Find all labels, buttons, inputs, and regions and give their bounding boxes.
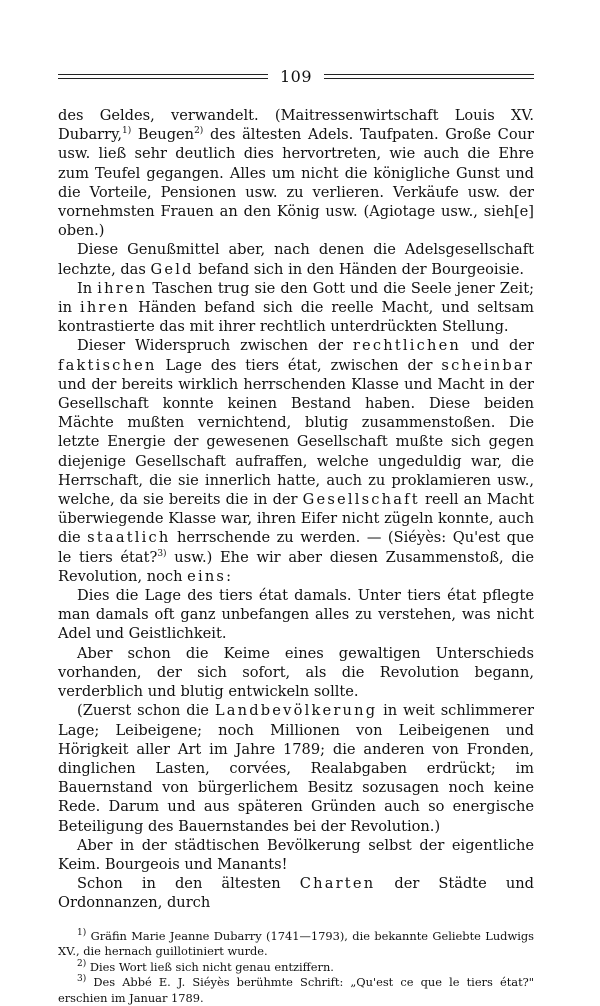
header-rule-left (58, 74, 268, 79)
text-run: der Städte und Ordonnanzen, durch (58, 875, 535, 912)
text-run: Des Abbé E. J. Siéyès berühmte Schrift: „Qu'est ce que le tiers état?" erschien im Januar 1789. (58, 975, 534, 1005)
footnote-marker: 2) (77, 958, 87, 969)
spaced-emphasis: Landbevölkerung (214, 702, 378, 720)
footnote-marker: 1) (122, 126, 132, 137)
spaced-emphasis: Charten (299, 875, 376, 893)
footnotes (58, 929, 534, 1006)
text-run: Beugen (131, 126, 195, 144)
footnote-marker: 3) (157, 548, 167, 559)
paragraph-p2 (58, 240, 534, 278)
text-run: Lage des tiers état, zwischen der (156, 356, 442, 374)
spaced-emphasis: ihren (97, 279, 148, 297)
footnote-marker: 2) (194, 126, 204, 137)
text-run: in weit schlimmerer Lage; Leibeigene; noch Millionen von Leibeigenen und Hörigkeit aller Art im Jahre 1789; die anderen von Fronden, dinglichen Lasten, corvées, Realabgaben erdrückt; im Bauernstand von bürgerlichem Besitz sozusagen noch keine Rede. Darum und aus späteren Gründen auch so energische Beteiligung des Bauernstandes bei der Revolution.) (58, 702, 534, 835)
footnote-fn2 (58, 960, 534, 976)
spaced-emphasis: faktischen (58, 356, 157, 374)
text-run: und der bereits wirklich herrschenden Klasse und Macht in der Gesellschaft konnte keinen Bestand haben. Diese beiden Mächte mußten vernichtend, blutig zusammenstoßen. Die letzte Energie der gewesenen Gesellschaft mußte sich gegen diejenige Gesellschaft aufraffen, welche ungeduldig war, die Herrschaft, die sie innerlich hatte, auch zu proklamieren usw., welche, da sie bereits die in der (58, 375, 534, 509)
text-run: Händen befand sich die reelle Macht, und seltsam kontrastierte das mit ihrer rechtlich unterdrückten Stellung. (58, 299, 534, 336)
spaced-emphasis: ihren (80, 299, 131, 317)
spaced-emphasis: Geld (150, 260, 194, 278)
text-run: befand sich in den Händen der Bourgeoisie. (193, 260, 525, 278)
text-run: des Geldes, verwandelt. (Maitressenwirtschaft Louis XV. Dubarry, (58, 107, 534, 144)
text-run: usw.) Ehe wir aber diesen Zusammenstoß, die Revolution, noch (58, 548, 534, 585)
paragraph-p7 (58, 701, 534, 835)
text-run: (Zuerst schon die (77, 702, 215, 720)
text-run: und der (461, 337, 534, 355)
spaced-emphasis: staatlich (87, 529, 171, 547)
text-run: Taschen trug sie den Gott und die Seele jener Zeit; in (58, 279, 534, 317)
spaced-emphasis: eins (187, 567, 227, 585)
book-page (58, 68, 534, 1006)
paragraph-p5 (58, 586, 534, 644)
paragraph-p6 (58, 644, 534, 702)
paragraph-p8 (58, 836, 534, 874)
spaced-emphasis: scheinbar (441, 356, 534, 374)
text-run: Diese Genußmittel aber, nach denen die Adelsgesellschaft lechzte, das (58, 241, 534, 278)
footnote-fn3 (58, 975, 534, 1006)
text-run: : (226, 567, 232, 585)
header-rule-right (324, 74, 534, 79)
text-run: In (77, 279, 98, 297)
text-run: des ältesten Adels. Taufpaten. Große Cour usw. ließ sehr deutlich dies hervortreten, wie auch die Ehre zum Teufel gegangen. Alles um nicht die königliche Gunst und die Vorteile, Pensionen usw. zu verlieren. Verkäufe usw. der vornehmsten Frauen an den König usw. (Agiotage usw., sieh[e] oben.) (58, 126, 534, 240)
text-run: reell an Macht überwiegende Klasse war, ihren Eifer nicht zügeln konnte, auch die (58, 491, 534, 547)
paragraph-p9 (58, 874, 534, 912)
footnote-marker: 3) (77, 974, 87, 985)
text-run: Aber schon die Keime eines gewaltigen Unterschieds vorhanden, der sich sofort, als die Revolution begann, verderblich und blutig entwickeln sollte. (58, 644, 534, 701)
page-header (58, 68, 534, 84)
footnote-fn1 (58, 929, 534, 960)
paragraph-p4 (58, 336, 534, 586)
text-run: Dies die Lage des tiers état damals. Unter tiers état pflegte man damals oft ganz unbefangen alles zu verstehen, was nicht Adel und Geistlichkeit. (58, 587, 534, 643)
text-run: Aber in der städtischen Bevölkerung selbst der eigentliche Keim. Bourgeois und Manants! (58, 836, 534, 873)
text-run: Dies Wort ließ sich nicht genau entziffern. (86, 959, 334, 974)
paragraph-p3 (58, 279, 534, 337)
footnote-marker: 1) (77, 927, 87, 938)
body-text (58, 106, 534, 913)
text-run: Schon in den ältesten (77, 875, 300, 893)
spaced-emphasis: rechtlichen (352, 337, 462, 355)
paragraph-p1 (58, 106, 534, 240)
spaced-emphasis: Gesellschaft (302, 491, 420, 509)
text-run: herrschende zu werden. — (Siéyès: Qu'est que le tiers état? (58, 529, 534, 566)
text-run: Gräfin Marie Jeanne Dubarry (1741—1793), die bekannte Geliebte Ludwigs XV., die hernach guillotiniert wurde. (58, 928, 534, 959)
page-number: 109 (279, 66, 313, 86)
text-run: Dieser Widerspruch zwischen der (77, 337, 353, 355)
